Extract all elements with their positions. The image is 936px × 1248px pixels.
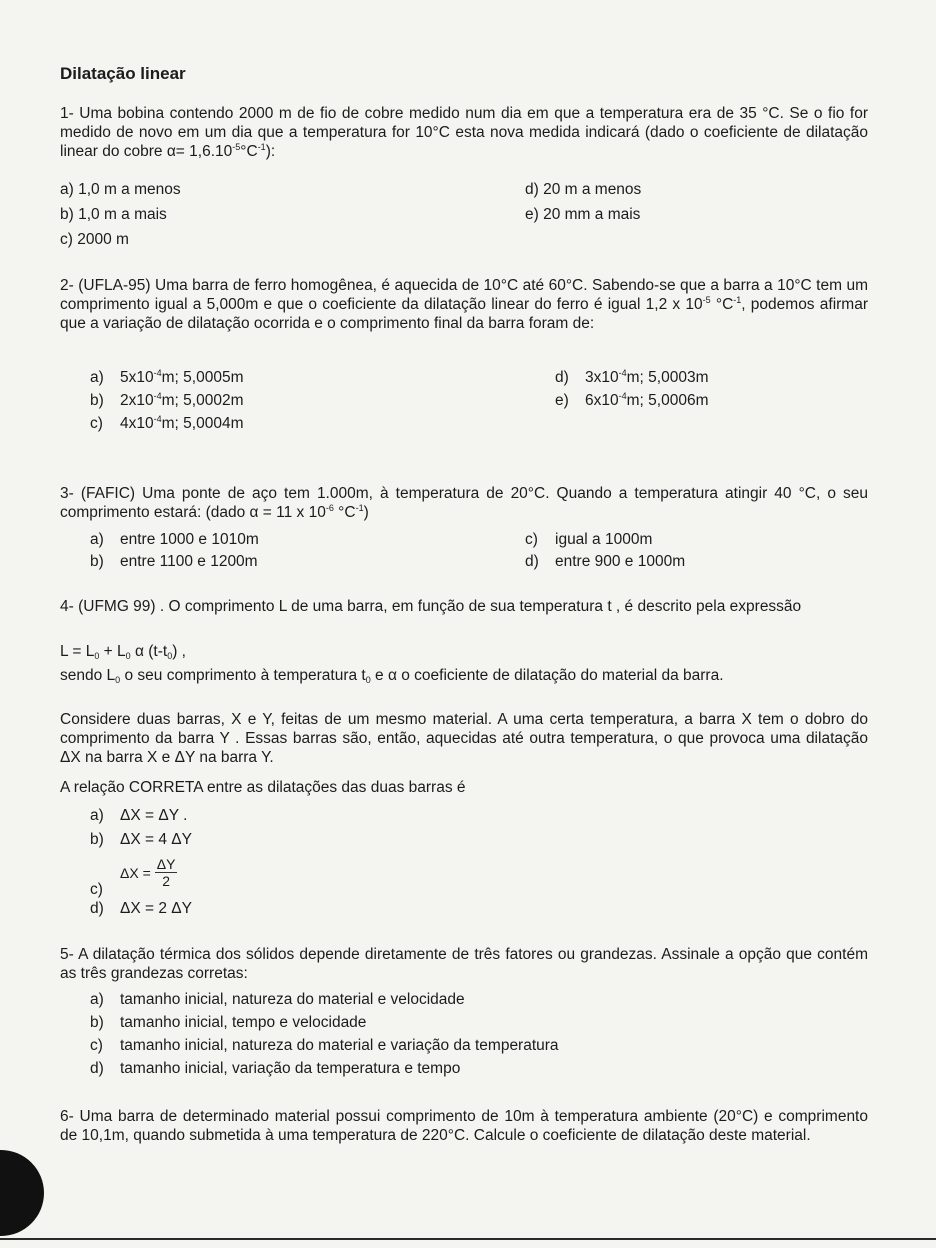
question-1-text: 1- Uma bobina contendo 2000 m de fio de cobre medido num dia em que a temperatura era de 35 °C. Se o fio for medido de novo em um dia que a temperatura for 10°C esta nova medida indicará (dado o coeficiente de dilatação linear do cobre $\alpha= 1,6.10^{-5}^\circ C^{-1}$): [60, 105, 868, 160]
question-4-definition: sendo $L_0$ o seu comprimento à temperatura $t_0$ e α o coeficiente de dilatação do material da barra. [60, 667, 724, 685]
question-4-option-c-label: c) [90, 881, 103, 898]
question-2-option-b: b) $2x10^{-4}m$; 5,0002m [90, 391, 244, 409]
question-3-option-a: a) entre 1000 e 1010m [90, 531, 259, 548]
question-4-option-c-fraction: ΔX = $\frac{\Delta Y}{2}$ [120, 856, 176, 889]
question-5-option-d: d) tamanho inicial, variação da temperatura e tempo [90, 1060, 461, 1077]
question-2-option-a: a) $5x10^{-4}m$; 5,0005m [90, 368, 244, 386]
question-1-option-c: c) 2000 m [60, 231, 129, 248]
question-4-option-d: d) ΔX = 2 ΔY [90, 900, 192, 917]
question-3-option-d: d) entre 900 e 1000m [525, 553, 686, 570]
question-4-option-b: b) ΔX = 4 ΔY [90, 831, 192, 848]
question-5-text: 5- A dilatação térmica dos sólidos depende diretamente de três fatores ou grandezas. Assinale a opção que contém as três grandezas corretas: [60, 946, 868, 982]
question-1-option-d: d) 20 m a menos [525, 181, 642, 198]
question-3-option-c: c) igual a 1000m [525, 531, 653, 548]
question-4-question: A relação CORRETA entre as dilatações das duas barras é [60, 779, 466, 796]
question-2-text: 2- (UFLA-95) Uma barra de ferro homogênea, é aquecida de 10°C até 60°C. Sabendo-se que a barra a 10°C tem um comprimento igual a 5,000m e que o coeficiente da dilatação linear do ferro é igual 1,2 x $10^{-5}$ $^\circ C^{-1}$, podemos afirmar que a variação de dilatação ocorrida e o comprimento final da barra foram de: [60, 277, 868, 332]
question-4-option-a: a) ΔX = ΔY . [90, 807, 188, 824]
question-3-text: 3- (FAFIC) Uma ponte de aço tem 1.000m, à temperatura de 20°C. Quando a temperatura atingir 40 °C, o seu comprimento estará: (dado α = 11 x $10^{-6}$ $^\circ C^{-1}$) [60, 485, 868, 521]
question-5-option-b: b) tamanho inicial, tempo e velocidade [90, 1014, 367, 1031]
question-1-option-b: b) 1,0 m a mais [60, 206, 167, 223]
question-2-option-c: c) $4x10^{-4}m$; 5,0004m [90, 414, 244, 432]
question-2-option-e: e) $6x10^{-4}m$; 5,0006m [555, 391, 709, 409]
question-3-option-b: b) entre 1100 e 1200m [90, 553, 258, 570]
question-4-context: Considere duas barras, X e Y, feitas de um mesmo material. A uma certa temperatura, a barra X tem o dobro do comprimento da barra Y . Essas barras são, então, aquecidas até outra temperatura, o que provoca uma dilatação ΔX na barra X e ΔY na barra Y. [60, 711, 868, 766]
question-1-option-a: a) 1,0 m a menos [60, 181, 181, 198]
corner-circle-shape [0, 1150, 44, 1236]
page-title: Dilatação linear [60, 64, 186, 83]
bottom-divider [0, 1238, 936, 1240]
question-6-text: 6- Uma barra de determinado material possui comprimento de 10m à temperatura ambiente (20°C) e comprimento de 10,1m, quando submetida à uma temperatura de 220°C. Calcule o coeficiente de dilatação deste material. [60, 1108, 868, 1144]
question-4-intro: 4- (UFMG 99) . O comprimento L de uma barra, em função de sua temperatura t , é descrito pela expressão [60, 598, 802, 615]
question-5-option-a: a) tamanho inicial, natureza do material e velocidade [90, 991, 465, 1008]
question-2-option-d: d) $3x10^{-4}m$; 5,0003m [555, 368, 709, 386]
question-5-option-c: c) tamanho inicial, natureza do material e variação da temperatura [90, 1037, 559, 1054]
question-1-option-e: e) 20 mm a mais [525, 206, 641, 223]
question-4-formula: $L = L_0 + L_0$ α $(t-t_0)$ , [60, 643, 186, 661]
